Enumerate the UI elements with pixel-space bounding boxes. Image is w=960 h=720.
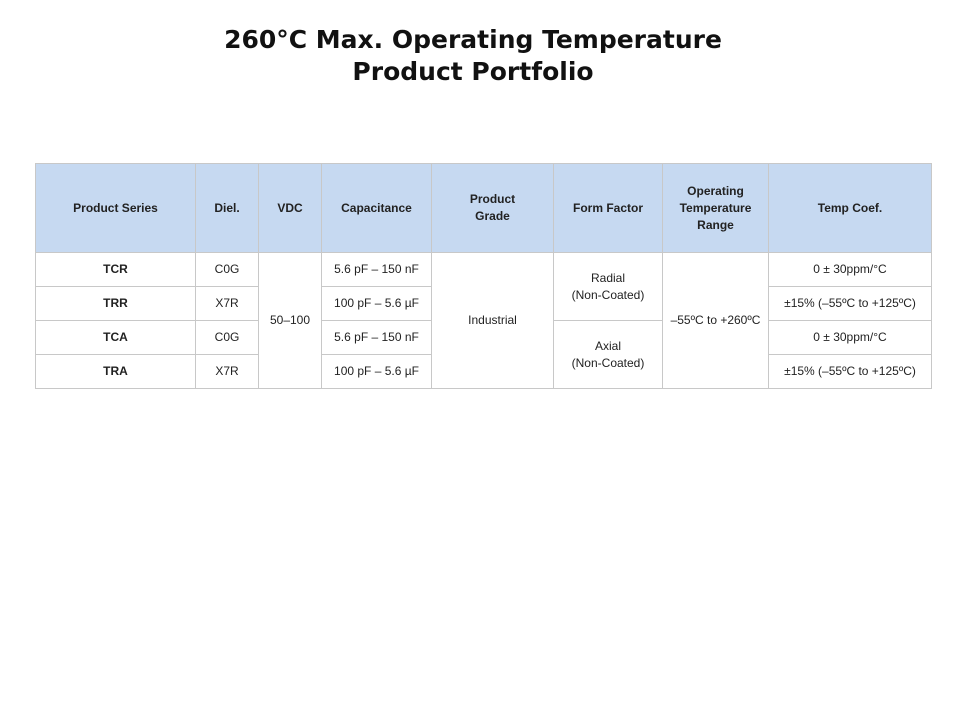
cell-product-grade-merged: Industrial xyxy=(432,253,554,389)
page-title-line-2: Product Portfolio xyxy=(352,57,594,86)
header-operating-temp-range xyxy=(663,164,769,253)
cell-diel: C0G xyxy=(196,321,259,355)
cell-product-series: TCR xyxy=(36,253,196,287)
cell-diel: X7R xyxy=(196,355,259,389)
table-row xyxy=(36,253,932,287)
cell-capacitance: 100 pF – 5.6 µF xyxy=(322,355,432,389)
cell-temp-coef: ±15% (–55ºC to +125ºC) xyxy=(769,287,932,321)
cell-diel: X7R xyxy=(196,287,259,321)
cell-diel: C0G xyxy=(196,253,259,287)
header-product-series: Product Series xyxy=(36,164,196,253)
header-operating-temp-range-line-2: Temperature xyxy=(679,200,752,215)
cell-form-factor-radial xyxy=(554,253,663,321)
product-portfolio-table xyxy=(35,163,932,389)
form-factor-axial-line-2: (Non-Coated) xyxy=(571,355,645,370)
header-operating-temp-range-line-3: Range xyxy=(697,217,734,232)
cell-product-series: TCA xyxy=(36,321,196,355)
page-title-line-1: 260°C Max. Operating Temperature xyxy=(224,25,722,54)
header-operating-temp-range-line-1: Operating xyxy=(687,183,744,198)
form-factor-radial-line-2: (Non-Coated) xyxy=(571,287,645,302)
form-factor-axial-line-1: Axial xyxy=(594,338,621,353)
header-product-grade-line-1: Product xyxy=(469,192,516,206)
header-temp-coef: Temp Coef. xyxy=(769,164,932,253)
cell-temp-coef: 0 ± 30ppm/°C xyxy=(769,321,932,355)
cell-capacitance: 100 pF – 5.6 µF xyxy=(322,287,432,321)
cell-vdc-merged: 50–100 xyxy=(259,253,322,389)
page-title xyxy=(0,24,946,88)
cell-product-series: TRA xyxy=(36,355,196,389)
header-product-grade xyxy=(432,164,554,253)
cell-product-series: TRR xyxy=(36,287,196,321)
cell-form-factor-axial xyxy=(554,321,663,389)
header-diel: Diel. xyxy=(196,164,259,253)
header-capacitance: Capacitance xyxy=(322,164,432,253)
header-vdc: VDC xyxy=(259,164,322,253)
cell-operating-temp-range-merged: –55ºC to +260ºC xyxy=(663,253,769,389)
cell-capacitance: 5.6 pF – 150 nF xyxy=(322,321,432,355)
header-product-grade-line-2: Grade xyxy=(475,209,510,223)
header-form-factor: Form Factor xyxy=(554,164,663,253)
cell-temp-coef: 0 ± 30ppm/°C xyxy=(769,253,932,287)
cell-temp-coef: ±15% (–55ºC to +125ºC) xyxy=(769,355,932,389)
form-factor-radial-line-1: Radial xyxy=(590,270,626,285)
cell-capacitance: 5.6 pF – 150 nF xyxy=(322,253,432,287)
table-header-row xyxy=(36,164,932,253)
